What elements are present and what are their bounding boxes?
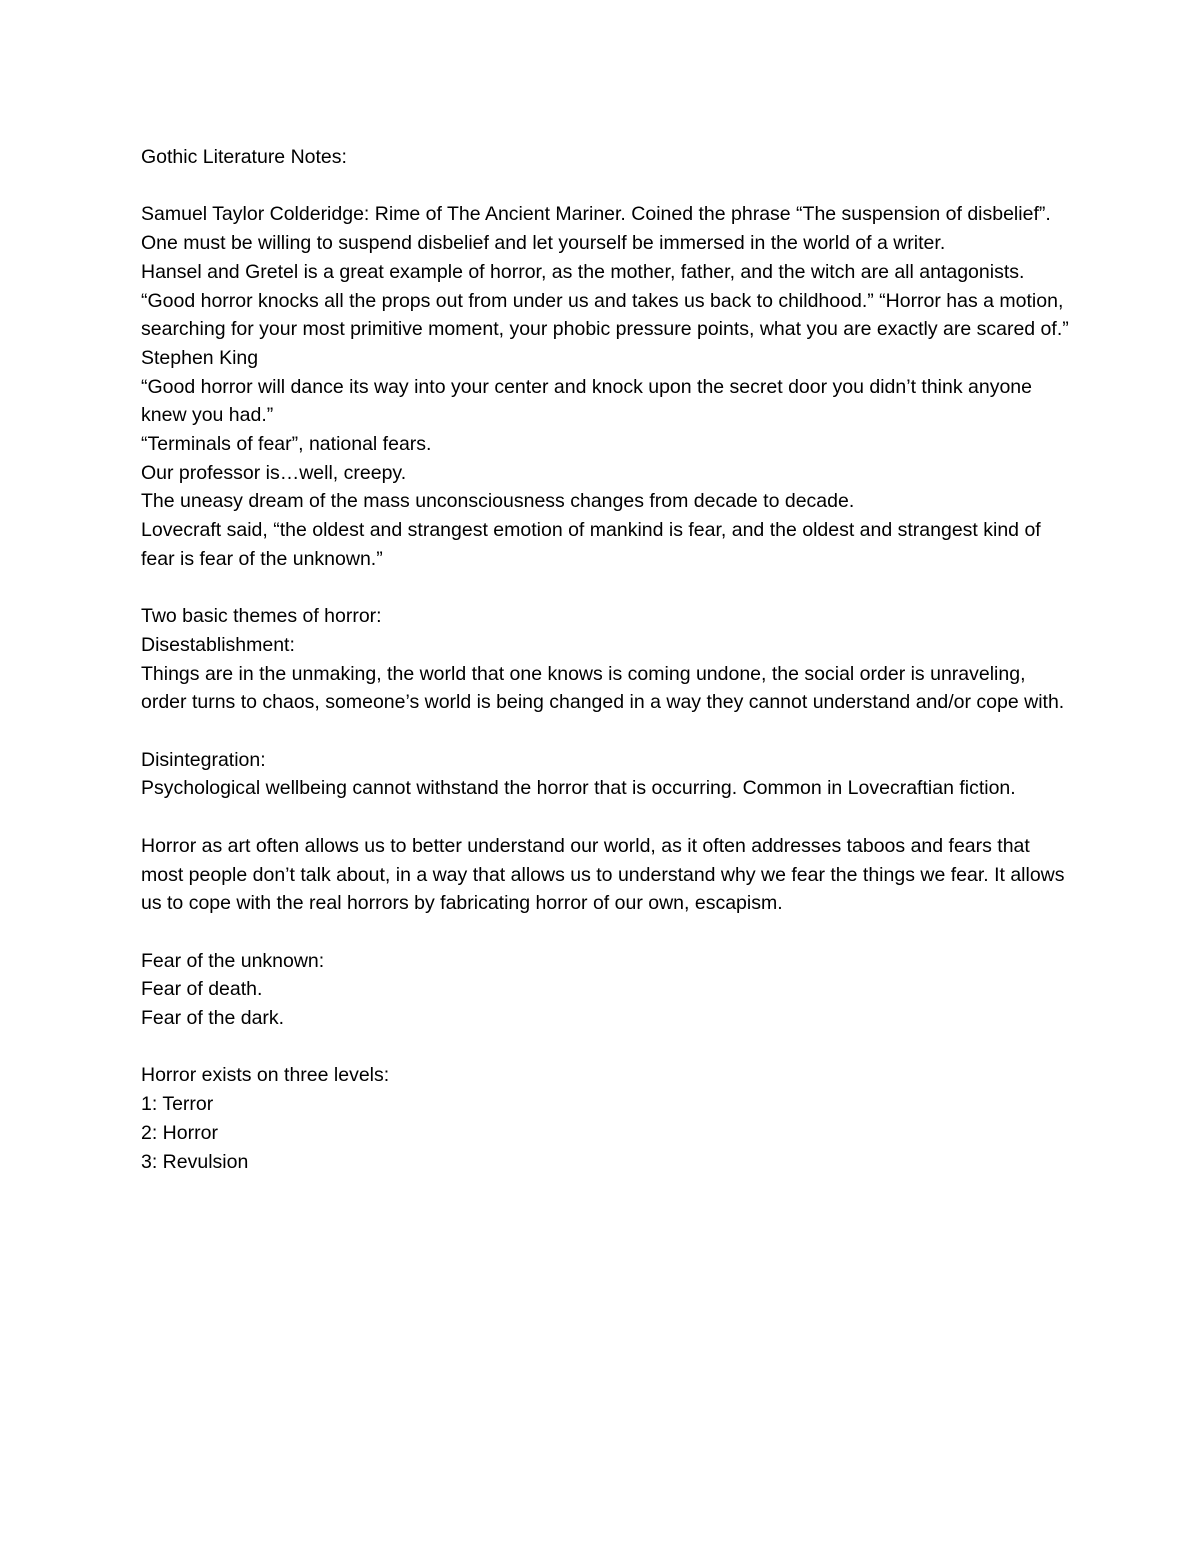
blank-line: [141, 1033, 1071, 1062]
themes-heading: Two basic themes of horror:: [141, 605, 382, 628]
intro-paragraph-professor: Our professor is…well, creepy.: [141, 461, 407, 484]
intro-paragraph-uneasy-dream: The uneasy dream of the mass unconsciousness changes from decade to decade.: [141, 490, 855, 513]
art-paragraph: Horror as art often allows us to better understand our world, as it often addresses taboos and fears that most people don’t talk about, in a way that allows us to understand why we fear the things we fear. It allows us to cope with the real horrors by fabricating horror of our own, escapism.: [141, 834, 1070, 915]
disintegration-heading: Disintegration:: [141, 748, 266, 771]
levels-heading: Horror exists on three levels:: [141, 1064, 390, 1087]
intro-paragraph-terminals: “Terminals of fear”, national fears.: [141, 433, 432, 456]
blank-line: [141, 803, 1071, 832]
unknown-heading: Fear of the unknown:: [141, 949, 325, 972]
intro-paragraph-lovecraft: Lovecraft said, “the oldest and strangest emotion of mankind is fear, and the oldest and strangest kind of fear is fear of the unknown.”: [141, 519, 1047, 570]
blank-line: [141, 918, 1071, 947]
level-item: 2: Horror: [141, 1121, 218, 1144]
document-title: Gothic Literature Notes:: [141, 146, 347, 168]
intro-paragraph-coleridge: Samuel Taylor Colderidge: Rime of The Ancient Mariner. Coined the phrase “The suspension of disbelief”. One must be willing to suspend disbelief and let yourself be immersed in the world of a writer.: [141, 203, 1057, 255]
disintegration-text: Psychological wellbeing cannot withstand the horror that is occurring. Common in Lovecraftian fiction.: [141, 777, 1016, 800]
disestablishment-heading: Disestablishment:: [141, 633, 295, 656]
intro-paragraph-stephen-king: “Good horror knocks all the props out from under us and takes us back to childhood.” “Horror has a motion, searching for your most primitive moment, your phobic pressure points, what you are exactly are scared of.” Stephen King: [141, 289, 1075, 369]
disestablishment-text: Things are in the unmaking, the world that one knows is coming undone, the social order is unraveling, order turns to chaos, someone’s world is being changed in a way they cannot understand and/or cope with.: [141, 662, 1065, 714]
intro-paragraph-hansel-gretel: Hansel and Gretel is a great example of horror, as the mother, father, and the witch are all antagonists.: [141, 260, 1025, 283]
unknown-item: Fear of death.: [141, 978, 263, 1001]
blank-line: [141, 574, 1071, 603]
unknown-item: Fear of the dark.: [141, 1007, 285, 1030]
document-body: [141, 143, 1075, 1176]
level-item: 3: Revulsion: [141, 1150, 249, 1173]
blank-line: [141, 717, 1071, 746]
intro-paragraph-good-horror: “Good horror will dance its way into your center and knock upon the secret door you didn’t think anyone knew you had.”: [141, 375, 1038, 427]
level-item: 1: Terror: [141, 1093, 214, 1116]
blank-line: [141, 172, 1071, 201]
